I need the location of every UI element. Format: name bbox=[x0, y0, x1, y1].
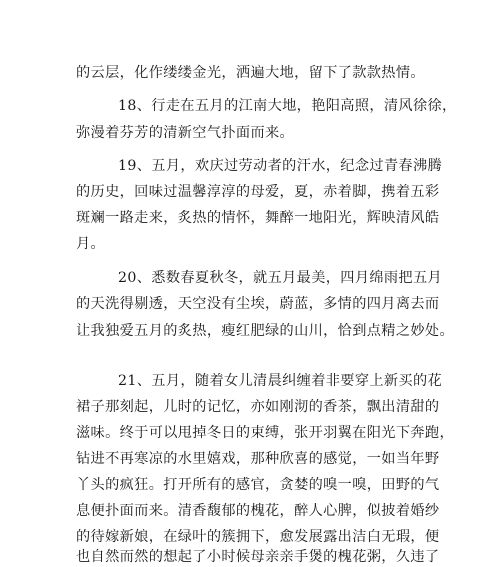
paragraph-19-start: 19、五月，欢庆过劳动者的汗水，纪念过青春沸腾 bbox=[118, 158, 443, 174]
text-line: 让我独爱五月的炙热，瘦红肥绿的山川，恰到点精之妙处。 bbox=[76, 323, 454, 339]
text-line: 也自然而然的想起了小时候母亲亲手煲的槐花粥，久违了 bbox=[76, 549, 440, 565]
text-line: 的云层，化作缕缕金光，洒遍大地，留下了款款热情。 bbox=[76, 65, 425, 81]
text-line: 钻进不再寒凉的水里嬉戏，那种欣喜的感觉，一如当年野 bbox=[76, 451, 440, 467]
paragraph-20-start: 20、悉数春夏秋冬，就五月最美，四月绵雨把五月 bbox=[118, 270, 443, 286]
text-line: 裙子那刻起，儿时的记忆，亦如刚沏的香茶，飘出清甜的 bbox=[76, 399, 440, 415]
text-line: 月。 bbox=[76, 236, 106, 252]
text-line: 息便扑面而来。清香馥郁的槐花，醉人心脾，似披着婚纱 bbox=[76, 503, 440, 519]
paragraph-18-start: 18、行走在五月的江南大地，艳阳高照，清风徐徐， bbox=[118, 98, 457, 114]
text-line: 的待嫁新娘，在绿叶的簇拥下，愈发展露出洁白无瑕，便 bbox=[76, 529, 440, 545]
text-line: 斑斓一路走来，炙热的情怀，舞醉一地阳光，辉映清风皓 bbox=[76, 210, 440, 226]
text-line: 弥漫着芬芳的清新空气扑面而来。 bbox=[76, 125, 295, 141]
text-line: 的历史，回味过温馨淳淳的母爱，夏，赤着脚，携着五彩 bbox=[76, 184, 440, 200]
paragraph-21-start: 21、五月，随着女儿清晨纠缠着非要穿上新买的花 bbox=[118, 373, 443, 389]
text-line: 丫头的疯狂。打开所有的感官，贪婪的嗅一嗅，田野的气 bbox=[76, 477, 440, 493]
text-line: 滋味。终于可以甩掉冬日的束缚，张开羽翼在阳光下奔跑， bbox=[76, 425, 454, 441]
text-line: 的天洗得剔透，天空没有尘埃，蔚蓝，多情的四月离去而 bbox=[76, 296, 440, 312]
